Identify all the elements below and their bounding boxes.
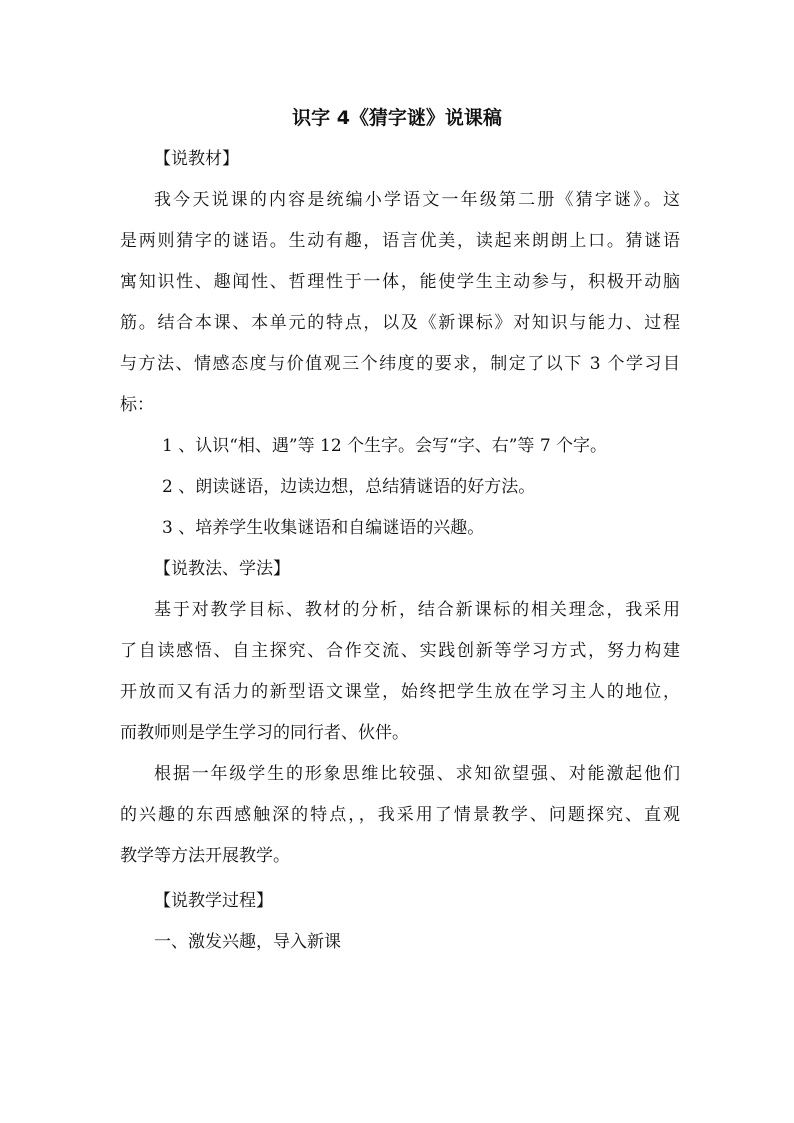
goal-item: 3 、培养学生收集谜语和自编谜语的兴趣。 [162, 518, 485, 538]
goal-item: 2 、朗读谜语，边读边想，总结猜谜语的好方法。 [162, 477, 536, 497]
section-heading-teaching-material: 【说教材】 [154, 149, 239, 169]
paragraph-line: 筋。结合本课、本单元的特点，以及《新课标》对知识与能力、过程 [120, 313, 680, 333]
paragraph-line: 是两则猜字的谜语。生动有趣，语言优美，读起来朗朗上口。猜谜语 [120, 231, 680, 251]
paragraph-line: 教学等方法开展教学。 [120, 846, 290, 866]
paragraph-line: 根据一年级学生的形象思维比较强、求知欲望强、对能激起他们 [154, 764, 680, 784]
paragraph-line: 而教师则是学生学习的同行者、伙伴。 [120, 723, 409, 743]
section-heading-teaching-process: 【说教学过程】 [154, 891, 273, 911]
paragraph-line: 我今天说课的内容是统编小学语文一年级第二册《猜字谜》。这 [154, 190, 680, 210]
paragraph-line: 与方法、情感态度与价值观三个纬度的要求，制定了以下 3 个学习目 [120, 354, 680, 374]
paragraph-line: 标： [120, 395, 154, 415]
goal-item: 1 、认识“相、遇”等 12 个生字。会写“字、右”等 7 个字。 [162, 436, 608, 456]
paragraph-line: 了自读感悟、自主探究、合作交流、实践创新等学习方式，努力构建 [120, 641, 680, 661]
subsection-heading: 一、激发兴趣，导入新课 [154, 932, 341, 952]
paragraph-line: 开放而又有活力的新型语文课堂，始终把学生放在学习主人的地位， [120, 682, 680, 702]
document-title: 识字 4《猜字谜》说课稿 [292, 107, 502, 129]
section-heading-methods: 【说教法、学法】 [154, 559, 290, 579]
paragraph-line: 基于对教学目标、教材的分析，结合新课标的相关理念，我采用 [154, 600, 680, 620]
paragraph-line: 寓知识性、趣闻性、哲理性于一体，能使学生主动参与，积极开动脑 [120, 272, 680, 292]
paragraph-line: 的兴趣的东西感触深的特点，，我采用了情景教学、问题探究、直观 [120, 805, 680, 825]
